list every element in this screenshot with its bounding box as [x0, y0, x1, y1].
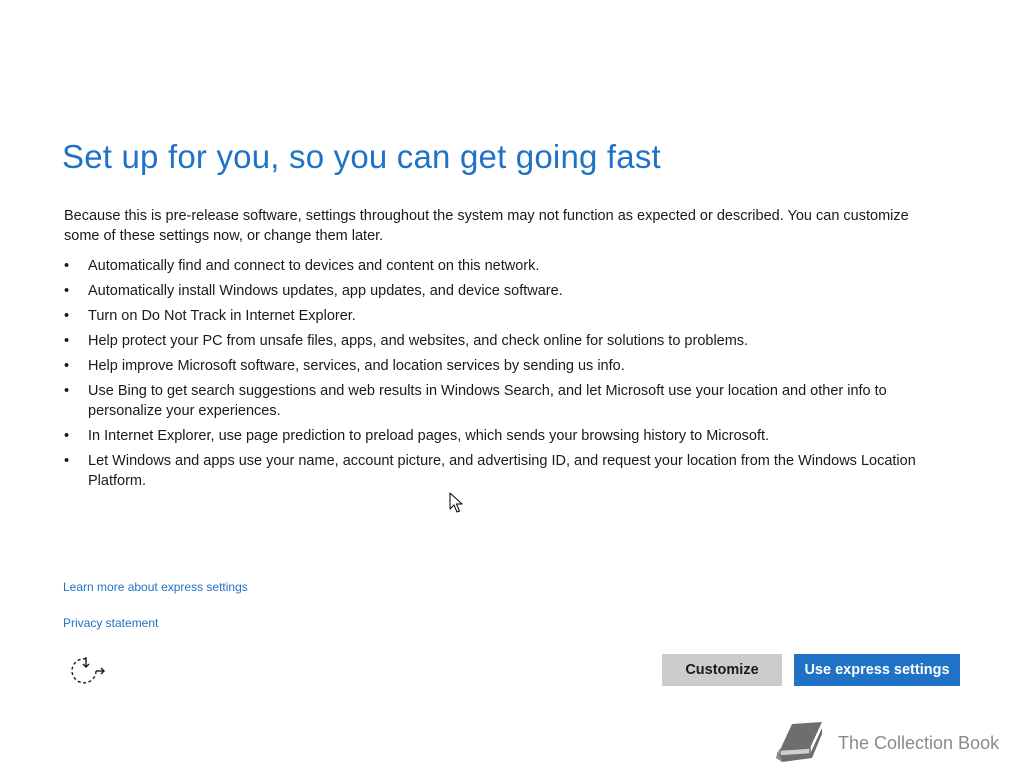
list-item: [64, 356, 954, 376]
list-item: [64, 426, 954, 446]
setting-text: Turn on Do Not Track in Internet Explorer.: [88, 308, 356, 324]
mouse-pointer-icon: [449, 492, 465, 514]
watermark: [772, 718, 999, 768]
privacy-statement-link[interactable]: Privacy statement: [63, 616, 159, 630]
book-icon: [772, 718, 826, 768]
bullet: •: [64, 453, 70, 469]
list-item: [64, 281, 954, 301]
setting-text: Let Windows and apps use your name, account picture, and advertising ID, and request your location from the Windows Location Platform.: [88, 453, 916, 489]
bullet: •: [64, 308, 70, 324]
list-item: [64, 331, 954, 351]
watermark-text: The Collection Book: [838, 732, 1000, 753]
setting-text: Help protect your PC from unsafe files, apps, and websites, and check online for solutions to problems.: [88, 333, 749, 349]
ease-of-access-icon[interactable]: [70, 655, 106, 687]
setting-text: In Internet Explorer, use page prediction to preload pages, which sends your browsing history to Microsoft.: [88, 428, 770, 444]
customize-button[interactable]: Customize: [662, 654, 782, 686]
list-item: [64, 451, 954, 491]
bullet: •: [64, 383, 70, 399]
bullet: •: [64, 358, 70, 374]
setting-text: Automatically install Windows updates, app updates, and device software.: [88, 283, 563, 299]
intro-text: Because this is pre-release software, settings throughout the system may not function as expected or described. You can customize some of these settings now, or change them later.: [64, 208, 909, 244]
settings-list: [64, 256, 954, 496]
setting-text: Automatically find and connect to devices and content on this network.: [88, 258, 540, 274]
learn-more-link[interactable]: Learn more about express settings: [63, 580, 248, 594]
page-title: Set up for you, so you can get going fast: [62, 138, 661, 175]
setting-text: Use Bing to get search suggestions and web results in Windows Search, and let Microsoft use your location and other info to personalize your experiences.: [88, 383, 887, 419]
use-express-settings-button[interactable]: Use express settings: [794, 654, 960, 686]
bullet: •: [64, 258, 70, 274]
list-item: [64, 256, 954, 276]
bullet: •: [64, 333, 70, 349]
bullet: •: [64, 283, 70, 299]
setting-text: Help improve Microsoft software, services, and location services by sending us info.: [88, 358, 625, 374]
list-item: [64, 381, 954, 421]
bullet: •: [64, 428, 70, 444]
list-item: [64, 306, 954, 326]
